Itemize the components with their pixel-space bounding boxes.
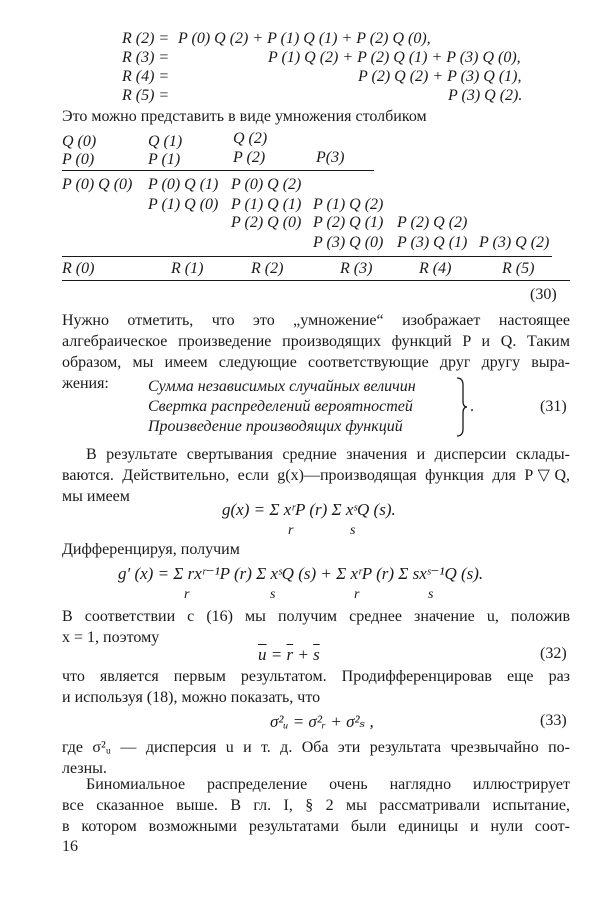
mean-u: $\overline{u}$ (258, 645, 267, 664)
paragraph: Дифференцируя, получим (62, 541, 240, 558)
equation-g-prime: g′ (x) = Σ rxʳ⁻¹P (r) Σ xˢQ (s) + Σ xʳP (r) Σ sxˢ⁻¹Q (s). (118, 564, 484, 583)
table-rule (62, 256, 552, 257)
paragraph (62, 737, 570, 779)
plus-sign: + (293, 645, 314, 664)
result-term: R (3) (340, 260, 373, 277)
result-term: R (5) (502, 260, 535, 277)
text-line: и используя (18), можно показать, что (62, 689, 321, 706)
result-term: R (0) (62, 260, 95, 277)
text-line: алгебраическое произведение производящих функций P и Q. Таким (62, 333, 570, 350)
paragraph (62, 774, 570, 837)
text-line: x = 1, поэтому (62, 629, 160, 646)
text-line: В соответствии с (16) мы получим среднее значение u, положив (62, 608, 570, 625)
equation-number: (30) (530, 286, 557, 303)
equation-lhs: R (2) = (122, 30, 170, 47)
equation-rhs: P (0) Q (2) + P (1) Q (1) + P (2) Q (0), (178, 30, 431, 47)
q-term: Q (1) (148, 133, 183, 150)
table-rule (62, 280, 570, 281)
right-brace-icon (456, 377, 468, 437)
summation-index: r (354, 587, 360, 602)
text-line: где σ²ᵤ — дисперсия u и т. д. Оба эти результата чрезвычайно по- (62, 739, 570, 756)
text-line: в котором возможными результатами были единицы и нули соот- (62, 818, 570, 835)
page-number: 16 (62, 838, 78, 855)
p-term: P (2) (233, 149, 266, 166)
product-cell: P (0) Q (1) (148, 176, 219, 193)
equation-number: (33) (540, 712, 567, 729)
equation-33: σ²ᵤ = σ²ᵣ + σ²ₛ , (270, 712, 374, 731)
list-item: Сумма независимых случайных величин (148, 378, 416, 395)
text-line: образом, мы имеем следующие соответствующие друг другу выра- (62, 354, 570, 371)
equation-lhs: R (4) = (122, 68, 170, 85)
equation-number: (32) (540, 645, 567, 662)
summation-index: r (184, 587, 190, 602)
equation-rhs: P (3) Q (2). (448, 87, 523, 104)
product-cell: P (3) Q (2) (479, 234, 550, 251)
intro-text: Это можно представить в виде умножения столбиком (62, 108, 427, 125)
equation-g: g(x) = Σ xʳP (r) Σ xˢQ (s). (222, 500, 396, 519)
text-line: мы имеем (62, 488, 130, 505)
q-term: Q (2) (233, 130, 268, 147)
p-term: P (1) (148, 151, 181, 168)
result-term: R (4) (419, 260, 452, 277)
text-line: Биномиальное распределение очень наглядно иллюстрирует (86, 776, 570, 793)
q-term: Q (0) (62, 133, 97, 150)
result-term: R (1) (171, 260, 204, 277)
text-line: ваются. Действительно, если g(x)—производящая функция для P▽Q, (62, 467, 570, 484)
equation-lhs: R (3) = (122, 49, 170, 66)
result-term: R (2) (251, 260, 284, 277)
text-line: В результате свертывания средние значения и дисперсии склады- (86, 446, 570, 463)
p-term: P(3) (316, 149, 345, 166)
equation-32 (258, 645, 320, 665)
equation-lhs: R (5) = (122, 87, 170, 104)
p-term: P (0) (62, 151, 95, 168)
product-cell: P (1) Q (2) (313, 196, 384, 213)
list-item: Свертка распределений вероятностей (148, 398, 413, 415)
summation-index: s (270, 587, 276, 602)
list-period: . (470, 398, 474, 415)
mean-s: $\overline{s}$ (313, 645, 320, 664)
equals-sign: = (266, 645, 287, 664)
text-line: Нужно отметить, что это „умножение“ изображает настоящее (62, 312, 570, 329)
product-cell: P (2) Q (1) (313, 214, 384, 231)
paragraph (62, 606, 570, 648)
paragraph (62, 444, 570, 507)
paragraph (62, 666, 570, 708)
product-cell: P (2) Q (0) (231, 214, 302, 231)
product-cell: P (1) Q (1) (231, 196, 302, 213)
product-cell: P (1) Q (0) (148, 196, 219, 213)
text-line: все сказанное выше. В гл. I, § 2 мы рассматривали испытание, (62, 797, 570, 814)
text-line: что является первым результатом. Продифференцировав еще раз (62, 668, 570, 685)
summation-index: s (350, 523, 356, 538)
text-line: жения: (62, 375, 109, 392)
summation-index: s (428, 587, 434, 602)
text-line: лезны. (62, 760, 107, 777)
product-cell: P (3) Q (1) (397, 234, 468, 251)
product-cell: P (3) Q (0) (313, 234, 384, 251)
product-cell: P (0) Q (0) (62, 176, 133, 193)
list-item: Произведение производящих функций (148, 418, 403, 435)
product-cell: P (0) Q (2) (231, 176, 302, 193)
product-cell: P (2) Q (2) (397, 214, 468, 231)
table-rule (62, 170, 374, 171)
summation-index: r (288, 523, 294, 538)
equation-number: (31) (540, 398, 567, 415)
equation-rhs: P (2) Q (2) + P (3) Q (1), (358, 68, 522, 85)
mean-r: $\overline{r}$ (286, 645, 294, 664)
equation-rhs: P (1) Q (2) + P (2) Q (1) + P (3) Q (0), (268, 49, 521, 66)
